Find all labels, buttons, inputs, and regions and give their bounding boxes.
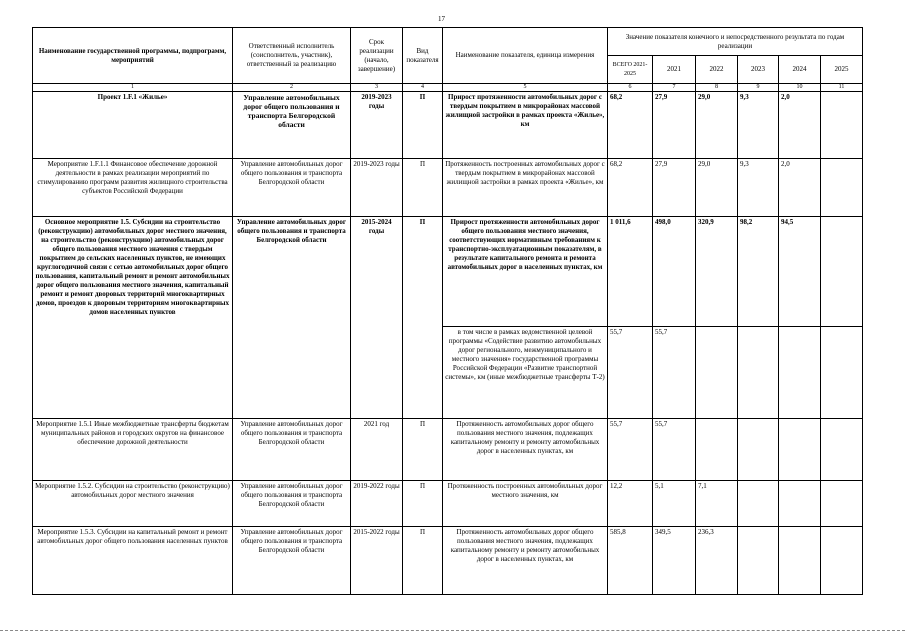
value-2023-cell <box>738 527 779 595</box>
executor-cell: Управление автомобильных дорог общего пользования и транспорта Белгородской области <box>233 481 351 527</box>
executor-cell: Управление автомобильных дорог общего пользования и транспорта Белгородской области <box>233 527 351 595</box>
kind-cell: П <box>403 92 443 159</box>
indicator-cell: Протяженность автомобильных дорог общего пользования местного значения, подлежащих капитальному ремонту и ремонту автомобильных дорог в населенных пунктах, км <box>443 419 608 481</box>
indicator-cell: Прирост протяженности автомобильных дорог с твердым покрытием в микрорайонах массовой жилищной застройки в рамках проекта «Жилье», км <box>443 92 608 159</box>
value-2025-cell <box>821 217 863 327</box>
value-2025-cell <box>821 481 863 527</box>
value-total-cell: 585,8 <box>608 527 653 595</box>
value-2025-cell <box>821 527 863 595</box>
term-cell: 2019-2023 годы <box>351 159 403 217</box>
header-indicator: Наименование показателя, единица измерения <box>443 28 608 84</box>
value-total-cell: 1 011,6 <box>608 217 653 327</box>
header-year-2024: 2024 <box>779 56 821 84</box>
value-2021-cell: 27,9 <box>653 159 696 217</box>
value-2021-cell: 27,9 <box>653 92 696 159</box>
column-number: 1 <box>33 84 233 92</box>
column-number: 9 <box>738 84 779 92</box>
column-number: 10 <box>779 84 821 92</box>
term-cell: 2021 год <box>351 419 403 481</box>
executor-cell: Управление автомобильных дорог общего пользования и транспорта Белгородской области <box>233 217 351 419</box>
indicator-cell: в том числе в рамках ведомственной целевой программы «Содействие развитию автомобильных дорог регионального, межмуниципального и местного значения» государственной программы Российской Федерации «Развитие транспортной системы», км (иные межбюджетные трансферты Т-2) <box>443 327 608 419</box>
value-2024-cell: 2,0 <box>779 92 821 159</box>
header-year-2021: 2021 <box>653 56 696 84</box>
kind-cell: П <box>403 527 443 595</box>
page-number: 17 <box>438 15 445 23</box>
table-row <box>33 527 863 595</box>
value-total-cell: 12,2 <box>608 481 653 527</box>
value-2022-cell <box>696 419 738 481</box>
indicator-cell: Протяженность построенных автомобильных дорог местного значения, км <box>443 481 608 527</box>
scan-edge-line <box>0 630 905 632</box>
value-2024-cell: 94,5 <box>779 217 821 327</box>
value-total-cell: 68,2 <box>608 159 653 217</box>
header-executor: Ответственный исполнитель (соисполнитель, участник), ответственный за реализацию <box>233 28 351 84</box>
table-row <box>33 419 863 481</box>
indicator-cell: Протяженность автомобильных дорог общего пользования местного значения, подлежащих капитальному ремонту и ремонту автомобильных дорог в населенных пунктах, км <box>443 527 608 595</box>
executor-cell: Управление автомобильных дорог общего пользования и транспорта Белгородской области <box>233 159 351 217</box>
value-2022-cell: 29,0 <box>696 92 738 159</box>
header-values-group: Значение показателя конечного и непосредственного результата по годам реализации <box>608 28 863 56</box>
value-2022-cell: 7,1 <box>696 481 738 527</box>
kind-cell: П <box>403 217 443 419</box>
header-year-2025: 2025 <box>821 56 863 84</box>
kind-cell: П <box>403 159 443 217</box>
value-2023-cell: 9,3 <box>738 92 779 159</box>
column-number: 3 <box>351 84 403 92</box>
indicator-cell: Прирост протяженности автомобильных дорог общего пользования местного значения, соответствующих нормативным требованиям к транспортно-эксплуатационным показателям, в результате капитального ремонта и ремонта автомобильных дорог в населенных пунктах, км <box>443 217 608 327</box>
header-year-2023: 2023 <box>738 56 779 84</box>
term-cell: 2019-2023 годы <box>351 92 403 159</box>
value-2021-cell: 5,1 <box>653 481 696 527</box>
value-2024-cell <box>779 481 821 527</box>
program-name-cell: Мероприятие 1.5.1 Иные межбюджетные трансферты бюджетам муниципальных районов и городских округов на финансовое обеспечение дорожной деятельности <box>33 419 233 481</box>
value-2022-cell: 236,3 <box>696 527 738 595</box>
column-number: 8 <box>696 84 738 92</box>
term-cell: 2015-2022 годы <box>351 527 403 595</box>
value-2022-cell: 29,0 <box>696 159 738 217</box>
program-indicators-table <box>32 27 863 595</box>
program-name-cell: Мероприятие 1.5.3. Субсидии на капитальный ремонт и ремонт автомобильных дорог общего пользования населенных пунктов <box>33 527 233 595</box>
value-2023-cell <box>738 481 779 527</box>
table-row <box>33 217 863 327</box>
value-2023-cell <box>738 419 779 481</box>
column-number: 7 <box>653 84 696 92</box>
column-number: 6 <box>608 84 653 92</box>
program-name-cell: Мероприятие 1.5.2. Субсидии на строительство (реконструкцию) автомобильных дорог местного значения <box>33 481 233 527</box>
value-2023-cell: 9,3 <box>738 159 779 217</box>
kind-cell: П <box>403 419 443 481</box>
value-2025-cell <box>821 92 863 159</box>
value-2021-cell: 55,7 <box>653 419 696 481</box>
header-program-name: Наименование государственной программы, подпрограмм, мероприятий <box>33 28 233 84</box>
header-year-2022: 2022 <box>696 56 738 84</box>
column-number: 11 <box>821 84 863 92</box>
value-2022-cell <box>696 327 738 419</box>
executor-cell: Управление автомобильных дорог общего пользования и транспорта Белгородской области <box>233 419 351 481</box>
indicator-cell: Протяженность построенных автомобильных дорог с твердым покрытием в микрорайонах массовой жилищной застройки в рамках проекта «Жилье», км <box>443 159 608 217</box>
table-row <box>33 159 863 217</box>
value-2023-cell: 98,2 <box>738 217 779 327</box>
value-2025-cell <box>821 327 863 419</box>
value-total-cell: 68,2 <box>608 92 653 159</box>
value-2024-cell <box>779 327 821 419</box>
value-2022-cell: 320,9 <box>696 217 738 327</box>
header-kind: Вид показателя <box>403 28 443 84</box>
value-2021-cell: 498,0 <box>653 217 696 327</box>
value-2024-cell: 2,0 <box>779 159 821 217</box>
term-cell: 2019-2022 годы <box>351 481 403 527</box>
column-number: 4 <box>403 84 443 92</box>
table-row <box>33 92 863 159</box>
value-2025-cell <box>821 159 863 217</box>
value-2025-cell <box>821 419 863 481</box>
value-2024-cell <box>779 419 821 481</box>
column-number: 2 <box>233 84 351 92</box>
table-row <box>33 481 863 527</box>
value-2021-cell: 349,5 <box>653 527 696 595</box>
value-2024-cell <box>779 527 821 595</box>
value-2023-cell <box>738 327 779 419</box>
value-2021-cell: 55,7 <box>653 327 696 419</box>
program-name-cell: Проект 1.F.1 «Жилье» <box>33 92 233 159</box>
header-year-total: ВСЕГО 2021-2025 <box>608 56 653 84</box>
executor-cell: Управление автомобильных дорог общего пользования и транспорта Белгородской области <box>233 92 351 159</box>
program-name-cell: Мероприятие 1.F.1.1 Финансовое обеспечение дорожной деятельности в рамках реализации мероприятий по стимулированию программ развития жилищного строительства субъектов Российской Федерации <box>33 159 233 217</box>
column-number: 5 <box>443 84 608 92</box>
term-cell: 2015-2024 годы <box>351 217 403 419</box>
header-term: Срок реализации (начало, завершение) <box>351 28 403 84</box>
value-total-cell: 55,7 <box>608 419 653 481</box>
program-name-cell: Основное мероприятие 1.5. Субсидии на строительство (реконструкцию) автомобильных дорог местного значения, на строительство (реконструкцию) автомобильных дорог общего пользования местного значения с твердым покрытием до сельских населенных пунктов, не имеющих круглогодичной связи с сетью автомобильных дорог общего пользования, капитальный ремонт и ремонт автомобильных дорог общего пользования местного значения, капитальный ремонт и ремонт дворовых территорий многоквартирных домов, проездов к дворовым территориям многоквартирных домов населенных пунктов <box>33 217 233 419</box>
kind-cell: П <box>403 481 443 527</box>
value-total-cell: 55,7 <box>608 327 653 419</box>
